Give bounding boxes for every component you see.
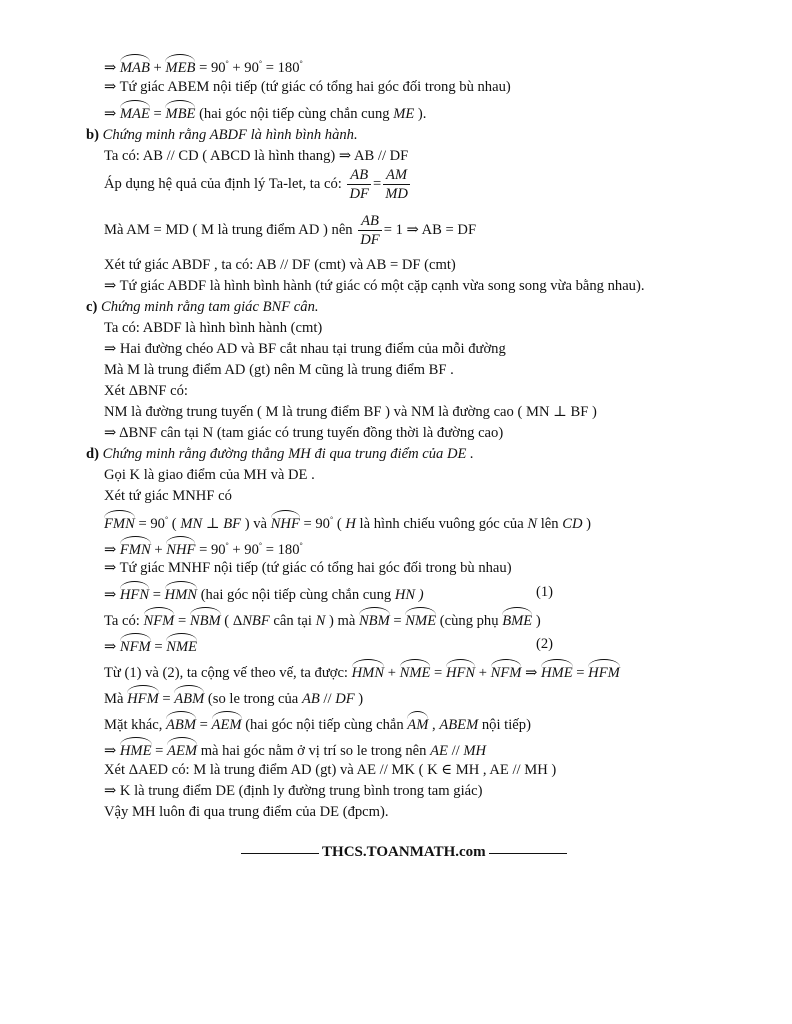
line-define-k: Gọi K là giao điểm của MH và DE . <box>104 467 315 483</box>
line-bnf-isosceles: ⇒ ΔBNF cân tại N (tam giác có trung tuyến đồng thời là đường cao) <box>104 425 504 441</box>
line-thales: Áp dụng hệ quả của định lý Ta-let, ta có: $\frac{AB}{DF}$ = $\frac{AM}{MD}$ <box>104 167 408 202</box>
line-hfm-abm: Mà HFM = ABM (so le trong của AB // DF ) <box>104 686 363 710</box>
fraction-am-md: $\frac{AM}{MD}$ <box>385 167 408 202</box>
line-m-midpoint-bf: Mà M là trung điểm AD (gt) nên M cũng là trung điểm BF . <box>104 362 454 378</box>
line-consider-aed: Xét ΔAED có: M là trung điểm AD (gt) và AE // MK ( K ∈ MH , AE // MH ) <box>104 762 557 778</box>
fraction-ab-df: $\frac{AB}{DF}$ <box>349 167 369 202</box>
line-angle-sum-mnhf: ⇒ FMN + NHF = 90° + 90° = 180° <box>104 536 303 560</box>
footer-rule-right <box>489 853 567 854</box>
line-consider-mnhf: Xét tứ giác MNHF có <box>104 488 232 504</box>
fraction-ab-df-2: $\frac{AB}{DF}$ <box>360 213 380 248</box>
line-consider-abdf: Xét tứ giác ABDF , ta có: AB // DF (cmt) và AB = DF (cmt) <box>104 257 456 273</box>
section-b-heading: b) Chứng minh rằng ABDF là hình bình hành. <box>86 127 358 143</box>
line-k-midpoint: ⇒ K là trung điểm DE (định ly đường trung bình trong tam giác) <box>104 783 483 799</box>
am-md-text: Mà AM = MD ( M là trung điểm AD ) nên <box>104 221 353 238</box>
ab-equals-df-text: = 1 ⇒ AB = DF <box>383 221 477 238</box>
footer-text: THCS.TOANMATH.com <box>322 844 486 860</box>
section-d-heading: d) Chứng minh rằng đường thẳng MH đi qua trung điểm của DE . <box>86 446 474 462</box>
line-mnhf-cyclic: ⇒ Tứ giác MNHF nội tiếp (tứ giác có tổng hai góc đối trong bù nhau) <box>104 560 512 576</box>
line-abdf-cmt: Ta có: ABDF là hình bình hành (cmt) <box>104 320 323 336</box>
line-abem-cyclic: ⇒ Tứ giác ABEM nội tiếp (tứ giác có tổng hai góc đối trong bù nhau) <box>104 79 511 95</box>
line-hfn-hmn: ⇒ HFN = HMN (hai góc nội tiếp cùng chắn cung HN ) <box>104 582 424 606</box>
line-conclusion: Vậy MH luôn đi qua trung điểm của DE (đpcm). <box>104 804 389 820</box>
line-abm-aem: Mặt khác, ABM = AEM (hai góc nội tiếp cùng chắn AM , ABEM nội tiếp) <box>104 712 531 736</box>
footer-rule-left <box>241 853 319 854</box>
line-hme-aem: ⇒ HME = AEM mà hai góc nằm ở vị trí so le trong nên AE // MH <box>104 738 486 762</box>
footer-watermark <box>234 842 574 863</box>
line-nfm-nbm: Ta có: NFM = NBM ( ΔNBF cân tại N ) mà NBM = NME (cùng phụ BME ) <box>104 608 541 632</box>
line-abdf-parallelogram: ⇒ Tứ giác ABDF là hình bình hành (tứ giác có một cặp cạnh vừa song song vừa bằng nhau). <box>104 278 645 294</box>
line-diagonals: ⇒ Hai đường chéo AD và BF cắt nhau tại trung điểm của mỗi đường <box>104 341 506 357</box>
thales-text: Áp dụng hệ quả của định lý Ta-let, ta có: <box>104 175 342 192</box>
equation-tag-1: (1) <box>536 584 554 600</box>
line-mae-mbe: ⇒ MAE = MBE (hai góc nội tiếp cùng chắn cung ME ). <box>104 101 426 125</box>
line-nfm-nme: ⇒ NFM = NME <box>104 634 197 658</box>
line-right-angles: FMN = 90° ( MN ⊥ BF ) và NHF = 90° ( H là hình chiếu vuông góc của N lên CD ) <box>104 510 591 534</box>
line-ab-parallel-df: Ta có: AB // CD ( ABCD là hình thang) ⇒ AB // DF <box>104 148 409 164</box>
section-c-heading: c) Chứng minh rằng tam giác BNF cân. <box>86 299 319 315</box>
line-angle-sum-abem: ⇒ MAB + MEB = 90° + 90° = 180° <box>104 54 303 78</box>
line-nm-median-altitude: NM là đường trung tuyến ( M là trung điểm BF ) và NM là đường cao ( MN ⊥ BF ) <box>104 404 597 420</box>
line-add-equations: Từ (1) và (2), ta cộng vế theo vế, ta được: HMN + NME = HFN + NFM ⇒ HME = HFM <box>104 660 620 684</box>
line-am-md <box>104 212 476 249</box>
line-consider-bnf: Xét ΔBNF có: <box>104 383 188 399</box>
equation-tag-2: (2) <box>536 636 554 652</box>
